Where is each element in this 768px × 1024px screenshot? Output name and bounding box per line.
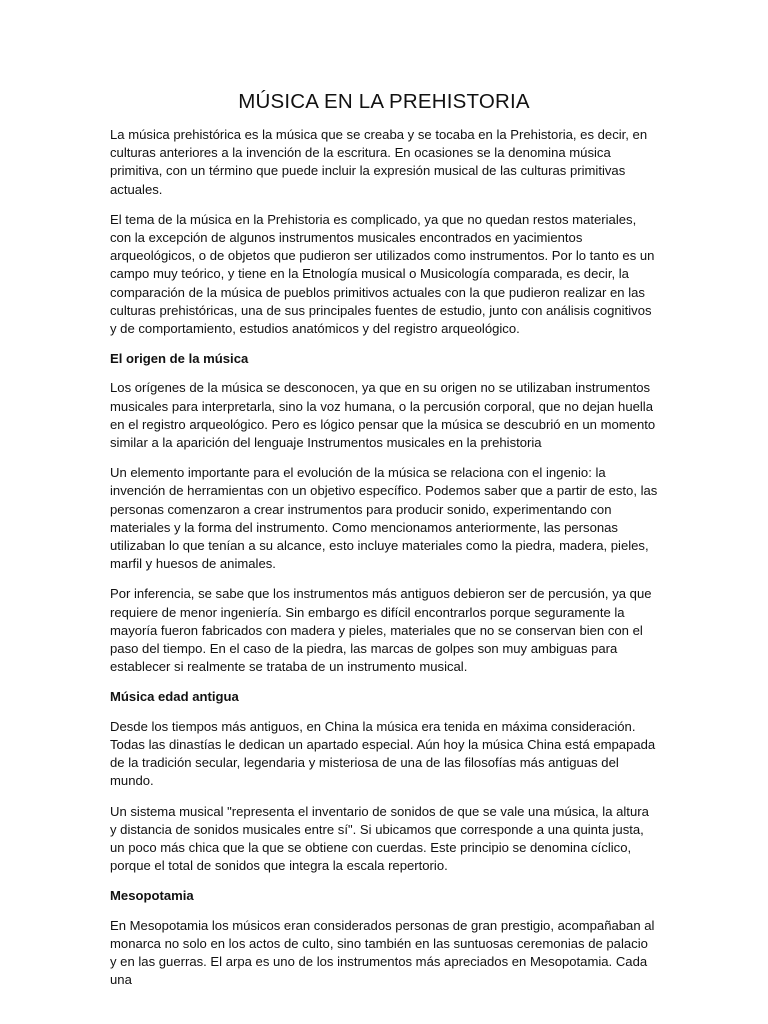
page-title: MÚSICA EN LA PREHISTORIA <box>238 90 530 113</box>
paragraph-inferencia: Por inferencia, se sabe que los instrumentos más antiguos debieron ser de percusión, ya que requiere de menor ingeniería. Sin embargo es difícil encontrarlos porque seguramente la mayoría fueron fabricados con madera y pieles, materiales que no se conservan bien con el paso del tiempo. En el caso de la piedra, las marcas de golpes son muy ambiguas para establecer si realmente se trataba de un instrumento musical. <box>110 586 652 675</box>
paragraph-intro: La música prehistórica es la música que se creaba y se tocaba en la Prehistoria, es decir, en culturas anteriores a la invención de la escritura. En ocasiones se la denomina música primitiva, con un término que puede incluir la expresión musical de las culturas primitivas actuales. <box>110 127 648 197</box>
paragraph-china: Desde los tiempos más antiguos, en China la música era tenida en máxima consideración. Todas las dinastías le dedican un apartado especial. Aún hoy la música China está empapada de la tradición secular, legendaria y misteriosa de una de las filosofías más antiguas del mundo. <box>110 718 656 789</box>
document-page <box>110 88 658 1001</box>
paragraph-mesopotamia: En Mesopotamia los músicos eran considerados personas de gran prestigio, acompañaban al monarca no solo en los actos de culto, sino también en las suntuosas ceremonias de palacio y en las guerras. El arpa es uno de los instrumentos más apreciados en Mesopotamia. Cada una <box>110 917 655 988</box>
paragraph-topic: El tema de la música en la Prehistoria es complicado, ya que no quedan restos materiales, con la excepción de algunos instrumentos musicales encontrados en yacimientos arqueológicos, o de objetos que pudieron ser utilizados como instrumentos. Por lo tanto es un campo muy teórico, y tiene en la Etnología musical o Musicología comparada, es decir, la comparación de la música de pueblos primitivos actuales con la que pudieron realizar en las culturas prehistóricas, una de sus principales fuentes de estudio, junto con análisis cognitivos y de comportamiento, estudios anatómicos y del registro arqueológico. <box>110 211 655 337</box>
paragraph-sistema-musical: Un sistema musical "representa el inventario de sonidos de que se vale una música, la altura y distancia de sonidos musicales entre sí". Si ubicamos que corresponde a una quinta justa, un poco más chica que la que se obtiene con cuerdas. Este principio se denomina cíclico, porque el total de sonidos que integra la escala repertorio. <box>110 803 649 874</box>
paragraph-origenes: Los orígenes de la música se desconocen, ya que en su origen no se utilizaban instrumentos musicales para interpretarla, sino la voz humana, o la percusión corporal, que no dejan huella en el registro arqueológico. Pero es lógico pensar que la música se descubrió en un momento similar a la aparición del lenguaje Instrumentos musicales en la prehistoria <box>110 380 656 451</box>
paragraph-elemento: Un elemento importante para el evolución de la música se relaciona con el ingenio: la invención de herramientas con un objetivo específico. Podemos saber que a partir de esto, las personas comenzaron a crear instrumentos para producir sonido, experimentando con materiales y la forma del instrumento. Como mencionamos anteriormente, las personas utilizaban lo que tenían a su alcance, esto incluye materiales como la piedra, madera, pieles, marfil y huesos de animales. <box>110 465 658 572</box>
section-heading-edad-antigua: Música edad antigua <box>110 689 239 705</box>
section-heading-mesopotamia: Mesopotamia <box>110 888 194 904</box>
section-heading-origen: El origen de la música <box>110 351 249 367</box>
